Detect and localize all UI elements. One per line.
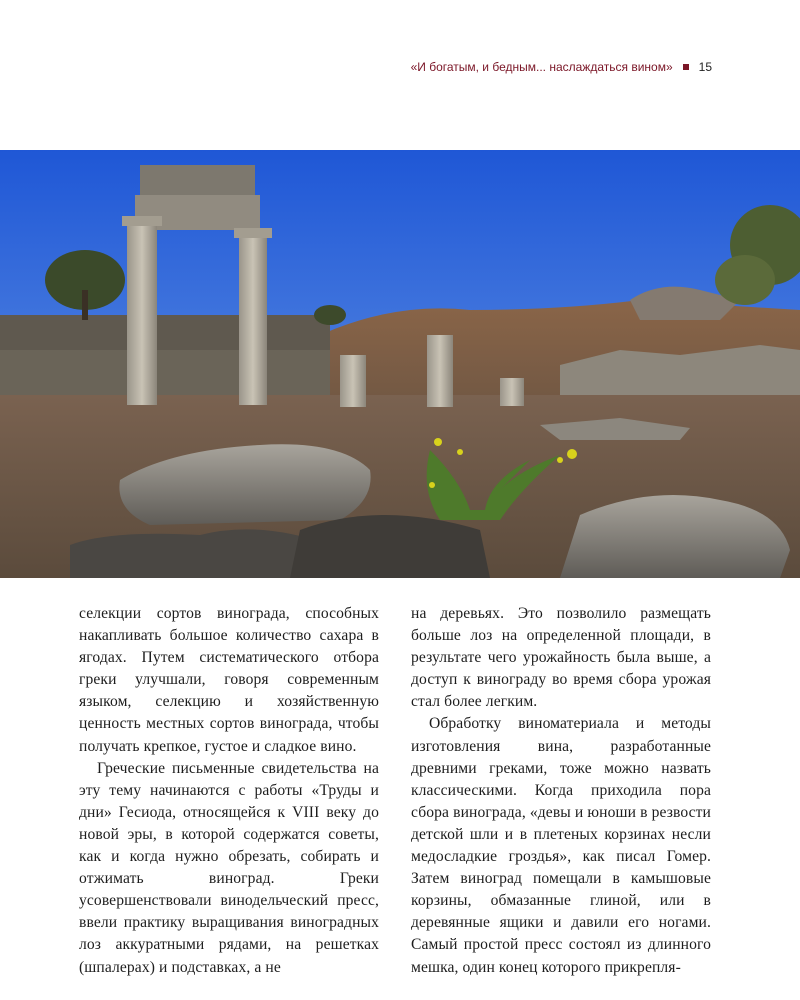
running-title: «И богатым, и бедным... наслаждаться вином»	[410, 60, 673, 74]
paragraph: на деревьях. Это позволило размещать больше лоз на определенной площади, в результате чего урожайность была выше, а доступ к винограду во время сбора урожая стал более легким.	[411, 605, 711, 711]
right-text-column	[411, 603, 711, 979]
paragraph: Обработку виноматериала и методы изготовления вина, разработанные древними греками, тоже можно назвать классическими. Когда приходила пора сбора винограда, «девы и юноши в резвости детской шли и в плетеных корзинах несли медосладкие гроздья», как писал Гомер. Затем виноград помещали в камышовые корзины, обмазанные глиной, или в деревянные ящики и давили его ногами. Самый простой пресс состоял из длинного мешка, один конец которого прикрепля-	[411, 715, 711, 976]
left-text-column	[79, 603, 379, 979]
running-head	[411, 60, 712, 74]
paragraph: Греческие письменные свидетельства на эту тему начинаются с работы «Труды и дни» Гесиода, относящейся к VIII веку до новой эры, в которой содержатся советы, как и когда нужно обрезать, собирать и отжимать виноград. Греки усовершенствовали винодельческий пресс, ввели практику выращивания виноградных лоз аккуратными рядами, на решетках (шпалерах) и подставках, а не	[79, 759, 379, 976]
paragraph: селекции сортов винограда, способных накапливать большое количество сахара в ягодах. Путем систематического отбора греки улучшали, говоря современным языком, селекцию и хозяйственную ценность местных сортов винограда, чтобы получать крепкое, густое и сладкое вино.	[79, 605, 379, 755]
page-number: 15	[698, 60, 712, 74]
ruins-photo	[0, 150, 800, 578]
separator-square-icon	[683, 64, 689, 70]
